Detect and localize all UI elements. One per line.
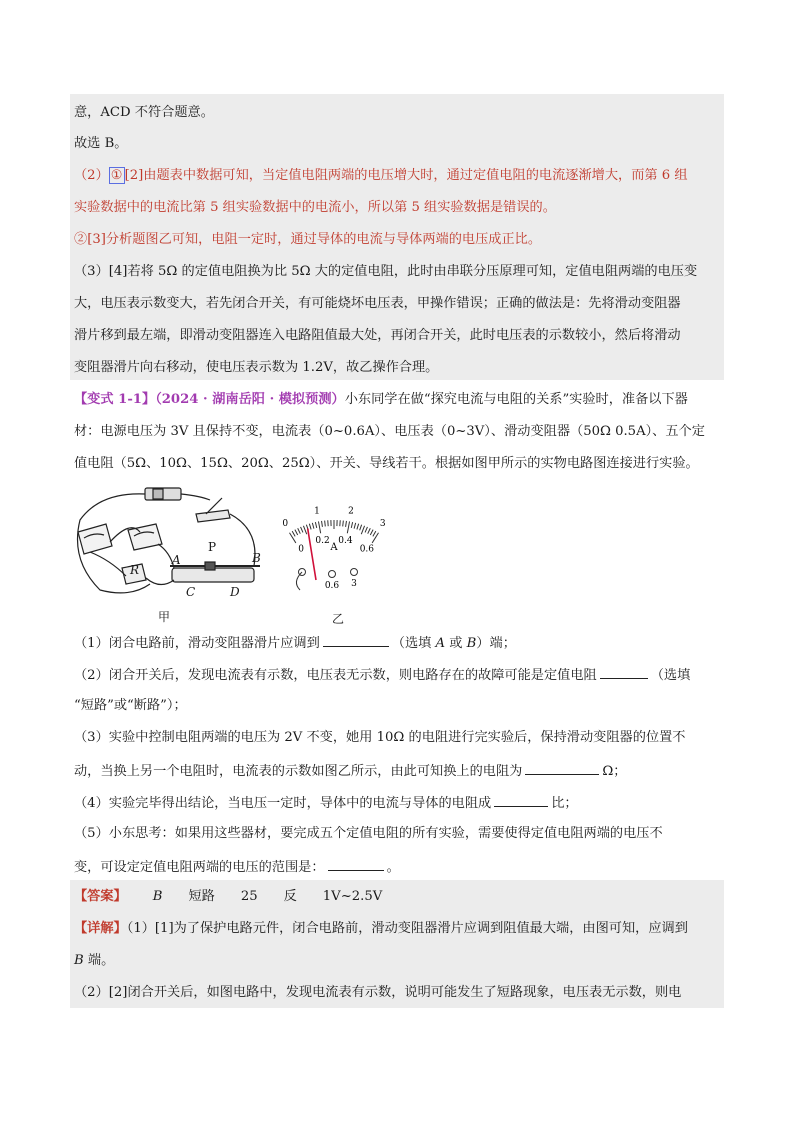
dial-tick bbox=[325, 521, 326, 527]
dial-label-top: 1 bbox=[314, 506, 320, 517]
dial-tick bbox=[347, 521, 349, 533]
question-1 bbox=[74, 632, 724, 654]
circled-one: ① bbox=[110, 168, 123, 183]
dial-tick bbox=[357, 524, 359, 530]
figure-jia-circuit bbox=[70, 480, 270, 600]
answer-5: 1V~2.5V bbox=[322, 889, 383, 904]
question-5-line-2 bbox=[74, 856, 724, 878]
part-number: （2） bbox=[74, 168, 109, 183]
q2-hint: （选填 bbox=[650, 668, 691, 683]
answer-2: 短路 bbox=[188, 889, 215, 904]
dial-label-bottom: 0.4 bbox=[338, 536, 353, 547]
terminal-label: 3 bbox=[351, 579, 357, 589]
problem-line-3: 值电阻（5Ω、10Ω、15Ω、20Ω、25Ω）、开关、导线若干。根据如图甲所示的实物电路图连接进行实验。 bbox=[74, 456, 699, 471]
terminal-icon bbox=[351, 569, 358, 576]
q1-option-a: A bbox=[435, 636, 446, 651]
problem-intro: 小东同学在做“探究电流与电阻的关系”实验时，准备以下器 bbox=[344, 392, 688, 407]
label-d: D bbox=[230, 585, 240, 599]
question-2 bbox=[74, 664, 724, 686]
part2-conclusion: [3]分析题图乙可知，电阻一定时，通过导体的电流与导体两端的电压成正比。 bbox=[87, 232, 542, 247]
detail-tag: 【详解】 bbox=[74, 921, 127, 936]
q3-unit: Ω； bbox=[602, 764, 627, 779]
dial-tick bbox=[309, 524, 311, 530]
question-3: （3）实验中控制电阻两端的电压为 2V 不变，她用 10Ω 的电阻进行完实验后，保持滑动变阻器的位置不 bbox=[74, 730, 686, 745]
detail-line-3: （2）[2]闭合开关后，如图电路中，发现电流表有示数，说明可能发生了短路现象，电压表无示数，则电 bbox=[74, 985, 682, 1000]
dial-tick bbox=[360, 525, 362, 531]
q4-text: （4）实验完毕得出结论，当电压一定时，导体中的电流与导体的电阻成 bbox=[74, 796, 492, 811]
dial-tick bbox=[372, 533, 378, 543]
question-2-line-2: “短路”或“断路”）； bbox=[74, 698, 187, 713]
answer-blank-4[interactable] bbox=[494, 792, 548, 807]
q3-text: 动，当换上另一个电阻时，电流表的示数如图乙所示，由此可知换上的电阻为 bbox=[74, 764, 523, 779]
solution-line-2: 故选 B。 bbox=[74, 136, 128, 151]
dial-tick bbox=[346, 521, 347, 527]
answer-blank-1[interactable] bbox=[323, 632, 389, 647]
dial-tick bbox=[318, 521, 320, 533]
solution-part2-line-1 bbox=[74, 166, 724, 186]
terminal-label: 0.6 bbox=[324, 581, 340, 591]
dial-tick bbox=[370, 530, 373, 535]
q1-text: （1）闭合电路前，滑动变阻器滑片应调到 bbox=[74, 636, 320, 651]
answer-blank-3[interactable] bbox=[525, 760, 599, 775]
label-r: R bbox=[130, 563, 140, 577]
dial-label-top: 0 bbox=[282, 518, 289, 529]
q5-text: 变，可设定定值电阻两端的电压的范围是： bbox=[74, 860, 325, 875]
ammeter bbox=[78, 524, 112, 554]
dial-tick bbox=[295, 530, 298, 535]
q1-hint: （选填 bbox=[391, 636, 436, 651]
caption-jia: 甲 bbox=[158, 610, 171, 624]
solution-part3-line-4: 变阻器滑片向右移动，使电压表示数为 1.2V，故乙操作合理。 bbox=[74, 360, 439, 375]
dial-tick bbox=[322, 521, 323, 527]
dial-tick bbox=[315, 522, 316, 528]
dial-tick bbox=[351, 522, 352, 528]
solution-part3-line-1: （3）[4]若将 5Ω 的定值电阻换为比 5Ω 大的定值电阻，此时由串联分压原理可知，定值电阻两端的电压变 bbox=[74, 264, 698, 279]
detail-text-1: （1）[1]为了保护电路元件，闭合电路前，滑动变阻器滑片应调到阻值最大端，由图可知，应调到 bbox=[126, 921, 688, 936]
label-p: P bbox=[208, 540, 217, 554]
detail-line-1 bbox=[74, 919, 724, 939]
dial-label-top: 2 bbox=[348, 506, 354, 517]
variant-tag: 【变式 1-1】（2024 · 湖南岳阳 · 模拟预测） bbox=[74, 392, 345, 407]
answer-blank-2[interactable] bbox=[600, 664, 648, 679]
dial-tick bbox=[354, 523, 356, 529]
q1-option-b: B bbox=[466, 636, 477, 651]
dial-label-bottom: 0.6 bbox=[359, 544, 375, 555]
label-a: A bbox=[172, 553, 181, 567]
question-4 bbox=[74, 792, 724, 814]
solution-part2-line-3 bbox=[74, 230, 724, 250]
dial-tick bbox=[292, 531, 295, 536]
solution-part3-line-2: 大，电压表示数变大，若先闭合开关，有可能烧坏电压表，甲操作错误；正确的做法是：先将滑动变阻器 bbox=[74, 296, 681, 311]
q5-end: 。 bbox=[386, 860, 400, 875]
dial-tick bbox=[301, 527, 303, 533]
question-5: （5）小东思考：如果用这些器材，要完成五个定值电阻的所有实验，需要使得定值电阻两端的电压不 bbox=[74, 826, 663, 841]
dial-tick bbox=[343, 521, 344, 527]
answer-4: 反 bbox=[283, 889, 297, 904]
label-b: B bbox=[252, 551, 261, 565]
dial-label-top: 3 bbox=[379, 518, 386, 529]
dial-tick bbox=[365, 527, 367, 533]
detail-b: B bbox=[74, 953, 84, 968]
detail-end: 端。 bbox=[83, 953, 115, 968]
problem-line-1 bbox=[74, 390, 724, 410]
dial-tick bbox=[373, 531, 376, 536]
solution-line-1: 意，ACD 不符合题意。 bbox=[74, 105, 214, 120]
switch bbox=[196, 510, 230, 522]
dial-tick bbox=[368, 528, 371, 533]
dial-label-bottom: 0 bbox=[298, 544, 305, 555]
problem-line-2: 材：电源电压为 3V 且保持不变，电流表（0~0.6A）、电压表（0~3V）、滑动变阻器（50Ω 0.5A）、五个定 bbox=[74, 424, 705, 439]
answer-blank-5[interactable] bbox=[328, 856, 384, 871]
dial-tick bbox=[361, 526, 364, 534]
dial-tick bbox=[298, 528, 301, 533]
detail-line-2 bbox=[74, 951, 724, 971]
q4-end: 比； bbox=[551, 796, 578, 811]
circled-two: ② bbox=[74, 232, 88, 247]
terminal-icon bbox=[329, 571, 336, 578]
solution-part2-line-2: 实验数据中的电流比第 5 组实验数据中的电流小，所以第 5 组实验数据是错误的。 bbox=[74, 200, 556, 215]
answer-tag: 【答案】 bbox=[74, 889, 127, 904]
q2-text: （2）闭合开关后，发现电流表有示数，电压表无示数，则电路存在的故障可能是定值电阻 bbox=[74, 668, 597, 683]
part2-text: [2]由题表中数据可知，当定值电阻两端的电压增大时，通过定值电阻的电流逐渐增大，而第 6 组 bbox=[124, 168, 688, 183]
answer-1: B bbox=[152, 889, 163, 904]
q1-end: ）端； bbox=[476, 636, 516, 651]
answer-3: 25 bbox=[240, 889, 258, 904]
answer-line bbox=[74, 887, 724, 907]
figure-yi-ammeter-dial bbox=[262, 494, 412, 594]
solution-part3-line-3: 滑片移到最左端，即滑动变阻器连入电路阻值最大处，再闭合开关，此时电压表的示数较小，然后将滑动 bbox=[74, 328, 681, 343]
dial-label-bottom: 0.2 bbox=[315, 536, 330, 547]
caption-yi: 乙 bbox=[332, 612, 345, 626]
dial-tick bbox=[303, 526, 306, 534]
q1-or: 或 bbox=[445, 636, 467, 651]
dial-unit: A bbox=[330, 542, 338, 553]
label-c: C bbox=[186, 585, 196, 599]
question-3-line-2 bbox=[74, 760, 724, 782]
dial-tick bbox=[312, 523, 314, 529]
dial-tick bbox=[289, 533, 295, 543]
